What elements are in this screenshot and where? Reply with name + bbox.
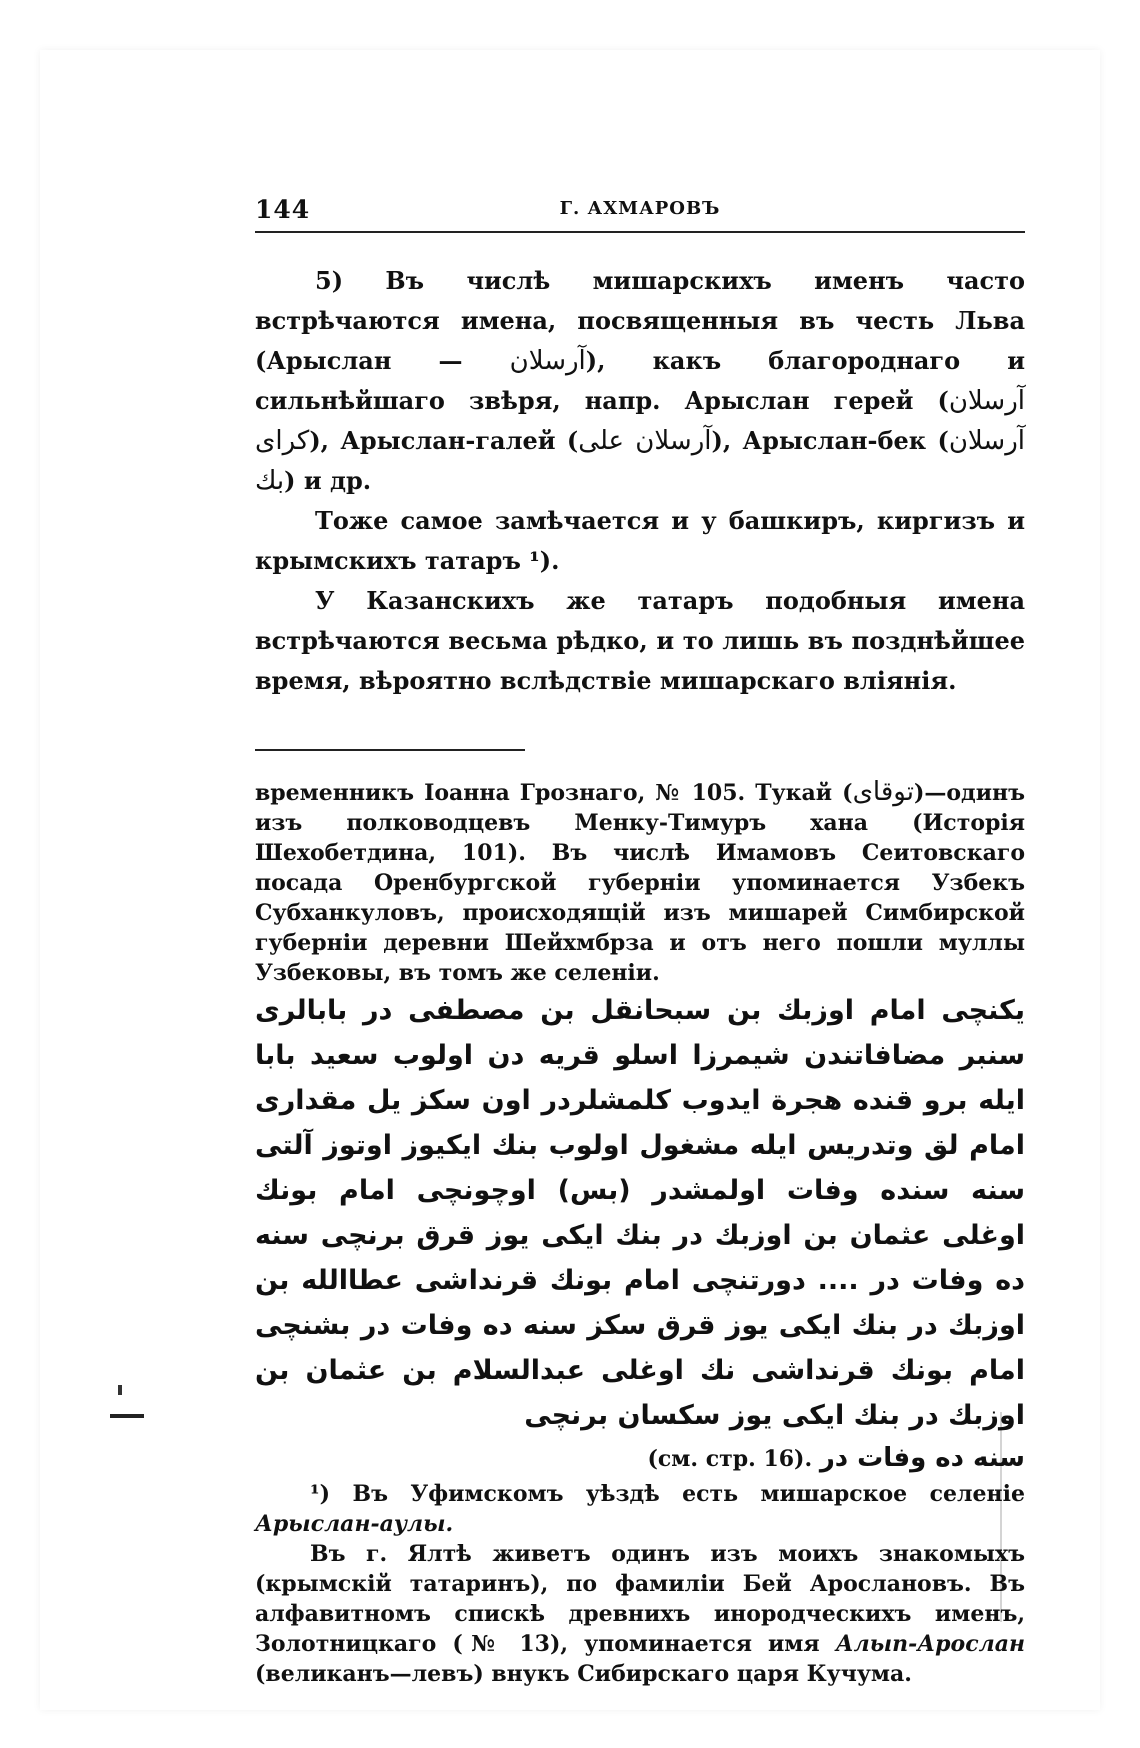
arabic-passage-tail: [255, 1438, 1025, 1479]
arabic-passage: يكنچى امام اوزبك بن سبحانقل بن مصطفى در بابالرى سنبر مضافاتندن شيمرزا اسلو قريه دن اولوب سعيد بابا ايله برو قنده هجرة ايدوب كلمشلردر اون سكز يل مقدارى امام لق وتدريس ايله مشغول اولوب بنك ايكيوز اوتوز آلتى سنه سنده وفات اولمشدر (بس) اوچونچى امام بونك اوغلى عثمان بن اوزبك در بنك ايكى يوز قرق برنچى سنه ده وفات در .... دورتنچى امام بونك قرنداشى عطاالله بن اوزبك در بنك ايكى يوز قرق سكز سنه ده وفات در بشنچى امام بونك قرنداشى نك اوغلى عبدالسلام بن عثمان بن اوزبك در بنك ايكى يوز سكسان برنچى: [255, 995, 1025, 1431]
p1-text-b: ), какъ благороднаго и сильнѣйшаго звѣря, напр. Арыслан герей: [255, 346, 1026, 415]
fn1-text-b: Въ г. Ялтѣ живетъ одинъ изъ моихъ знакомыхъ (крымскій татаринъ), по фамиліи Бей Арослановъ. Въ алфавитномъ спискѣ древнихъ инородческихъ именъ, Золотницкаго (№ 13), упоминается имя: [255, 1541, 1025, 1657]
arabic-word-arslan-girey: آرسلان كراى: [255, 386, 1025, 456]
arabic-word-arslan-ali: آرسلان على: [578, 426, 712, 456]
p1-text-c: , Арыслан-галей: [320, 426, 567, 455]
arabic-word-arslan-bek: آرسلان بك: [255, 426, 1025, 496]
margin-dash: [110, 1414, 144, 1418]
p1-text-a: 5) Въ числѣ мишарскихъ именъ часто встрѣчаются имена, посвященныя въ честь Льва (Арыслан —: [255, 266, 1025, 375]
arabic-tail-text: سنه ده وفات در: [819, 1443, 1025, 1473]
footnote-rule: [255, 749, 525, 751]
paragraph-2: Тоже самое замѣчается и у башкиръ, киргизъ и крымскихъ татаръ ¹).: [255, 506, 1025, 575]
running-header: [255, 195, 1025, 233]
fn1-name-alyp-arslan: Алып-Арослан: [835, 1631, 1025, 1657]
footnote-continuation: временникъ Іоанна Грознаго, № 105. Тукай (توقاى)—одинъ изъ полководцевъ Менку-Тимуръ хана (Исторія Шехобетдина, 101). Въ числѣ Имамовъ Сеитовскаго посада Оренбургской губерніи упоминается Узбекъ Субханкуловъ, происходящій изъ мишарей Симбирской губерніи деревни Шейхмбрза и отъ него пошли муллы Узбековы, въ томъ же селеніи.: [255, 777, 1025, 986]
cross-reference: (см. стр. 16).: [647, 1446, 813, 1472]
paragraph-1: 5) Въ числѣ мишарскихъ именъ часто встрѣчаются имена, посвященныя въ честь Льва (Арыслан — آرسلان), какъ благороднаго и сильнѣйшаго звѣря, напр. Арыслан герей (آرسلان كراى), Арыслан-галей (آرسلان على), Арыслан-бек (آرسلان بك) и др.: [255, 266, 1026, 496]
p1-text-e: и др.: [295, 466, 372, 495]
fn1-text-a: ¹) Въ Уфимскомъ уѣздѣ есть мишарское селеніе: [310, 1481, 1025, 1507]
fn-cont-text-a: временникъ Іоанна Грознаго, № 105. Тукай: [255, 780, 843, 806]
paragraph-3: У Казанскихъ же татаръ подобныя имена встрѣчаются весьма рѣдко, и то лишь въ позднѣйшее время, вѣроятно вслѣдствіе мишарскаго вліянія.: [255, 586, 1025, 695]
fn-cont-text-b: —одинъ изъ полководцевъ Менку-Тимуръ хана (Исторія Шехобетдина, 101). Въ числѣ Имамовъ Сеитовскаго посада Оренбургской губерніи упоминается Узбекъ Субханкуловъ, происходящій изъ мишарей Симбирской губерніи деревни Шейхмбрза и отъ него пошли муллы Узбековы, въ томъ же селеніи.: [255, 780, 1025, 986]
fn1-text-c: (великанъ—левъ) внукъ Сибирскаго царя Кучума.: [255, 1661, 912, 1687]
text-column: [255, 195, 1025, 1689]
margin-mark: [118, 1385, 122, 1395]
main-text: [255, 261, 1025, 701]
arabic-word-arslan: آرسلان: [509, 346, 586, 376]
page-number: 144: [255, 195, 311, 224]
running-title: Г. АХМАРОВЪ: [559, 198, 721, 219]
footnote-1: [255, 1479, 1025, 1539]
footnotes: [255, 777, 1025, 1689]
footnote-1-continued: [255, 1539, 1025, 1689]
fn1-village-name: Арыслан-аулы.: [255, 1511, 454, 1537]
p1-text-d: , Арыслан-бек: [722, 426, 938, 455]
arabic-word-tukai: توقاى: [852, 777, 914, 807]
